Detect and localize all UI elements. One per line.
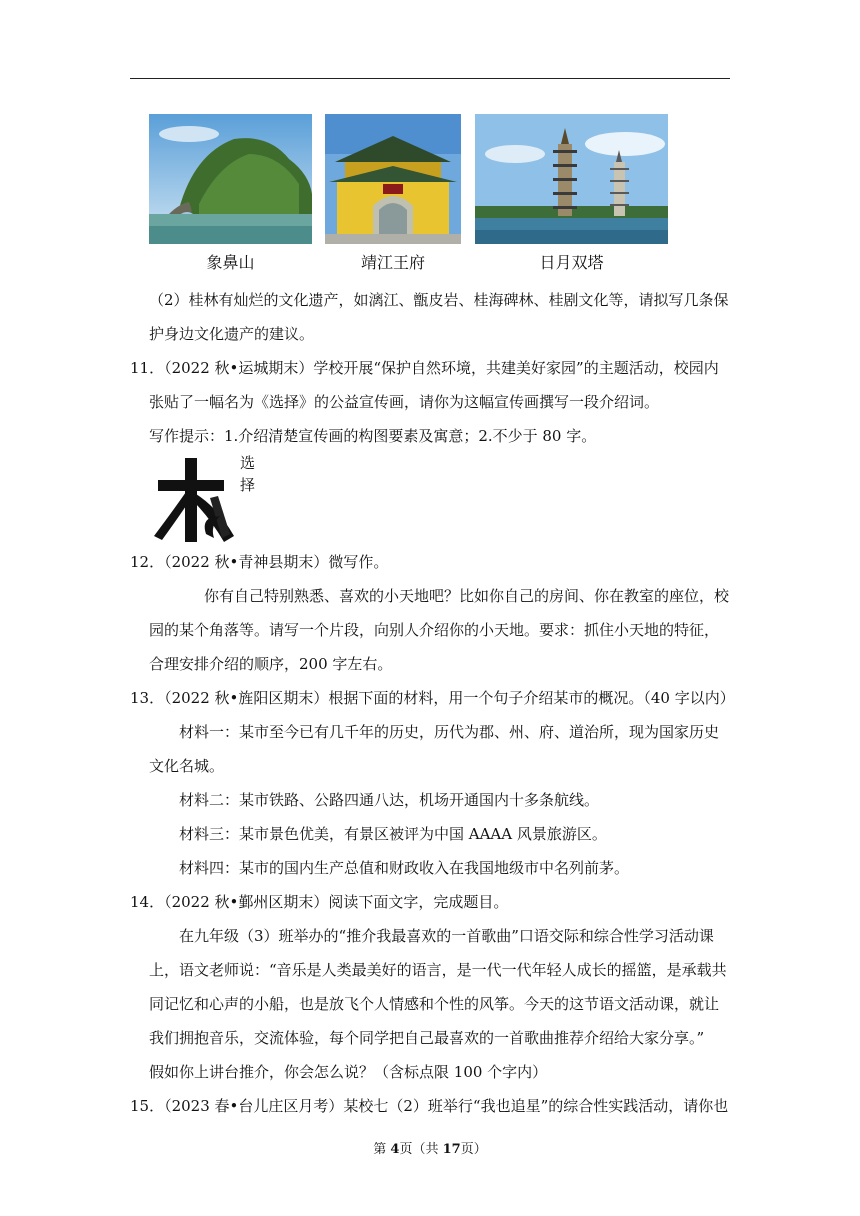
elephant-trunk-hill-photo [149,114,312,244]
q10-2-line-1: （2）桂林有灿烂的文化遗产，如漓江、甑皮岩、桂海碑林、桂剧文化等，请拟写几条保 [149,291,729,309]
q13-material-1-cont: 文化名城。 [149,757,225,775]
photo-caption-2: 靖江王府 [360,253,425,272]
sun-moon-pagodas-photo [475,114,668,244]
q15-line-1: 15．（2023 春•台儿庄区月考）某校七（2）班举行“我也追星”的综合性实践活动，请你也 [130,1097,729,1115]
q13-material-1: 材料一：某市至今已有几千年的历史，历代为郡、州、府、道治所，现为国家历史 [179,723,720,741]
poster-label-2: 择 [240,476,256,494]
page-footer [0,1138,860,1157]
footer-page-number: 4 [390,1142,400,1157]
photo-caption-1: 象鼻山 [206,253,255,272]
footer-total-pages: 17 [442,1142,461,1157]
q12-line-2: 你有自己特别熟悉、喜欢的小天地吧？比如你自己的房间、你在教室的座位，校 [204,587,730,605]
q12-line-1: 12．（2022 秋•青神县期末）微写作。 [130,553,389,571]
q11-line-2: 张贴了一幅名为《选择》的公益宣传画，请你为这幅宣传画撰写一段介绍词。 [149,393,660,411]
footer-middle: 页（共 [399,1142,443,1157]
jingjiang-palace-photo [325,114,461,244]
photo-caption-3: 日月双塔 [539,253,604,272]
choice-poster-image [148,452,260,546]
q12-line-3: 园的某个角落等。请写一个片段，向别人介绍你的小天地。要求：抓住小天地的特征， [149,621,720,639]
q13-material-2: 材料二：某市铁路、公路四通八达，机场开通国内十多条航线。 [179,791,600,809]
header-rule [130,78,730,79]
q14-line-5: 我们拥抱音乐，交流体验，每个同学把自己最喜欢的一首歌曲推荐介绍给大家分享。” [149,1029,705,1047]
q14-line-2: 在九年级（3）班举办的“推介我最喜欢的一首歌曲”口语交际和综合性学习活动课 [179,927,714,945]
q13-material-4: 材料四：某市的国内生产总值和财政收入在我国地级市中名列前茅。 [179,859,630,877]
footer-prefix: 第 [373,1142,391,1157]
poster-label-1: 选 [240,454,256,472]
q13-line-1: 13．（2022 秋•旌阳区期末）根据下面的材料，用一个句子介绍某市的概况。（40 字以内） [130,689,735,707]
q13-material-3: 材料三：某市景色优美，有景区被评为中国 AAAA 风景旅游区。 [179,825,607,843]
q11-writing-hint: 写作提示：1.介绍清楚宣传画的构图要素及寓意；2.不少于 80 字。 [149,427,597,445]
q14-line-1: 14．（2022 秋•鄞州区期末）阅读下面文字，完成题目。 [130,893,509,911]
q12-line-4: 合理安排介绍的顺序，200 字左右。 [149,655,393,673]
q14-line-3: 上，语文老师说：“音乐是人类最美好的语言，是一代一代年轻人成长的摇篮，是承载共 [149,961,727,979]
q14-line-6: 假如你上讲台推介，你会怎么说？（含标点限 100 个字内） [149,1063,548,1081]
q14-line-4: 同记忆和心声的小船，也是放飞个人情感和个性的风筝。今天的这节语文活动课，就让 [149,995,720,1013]
q11-line-1: 11．（2022 秋•运城期末）学校开展“保护自然环境，共建美好家园”的主题活动，校园内 [130,359,719,377]
q10-2-line-2: 护身边文化遗产的建议。 [149,325,315,343]
footer-suffix: 页） [460,1142,487,1157]
